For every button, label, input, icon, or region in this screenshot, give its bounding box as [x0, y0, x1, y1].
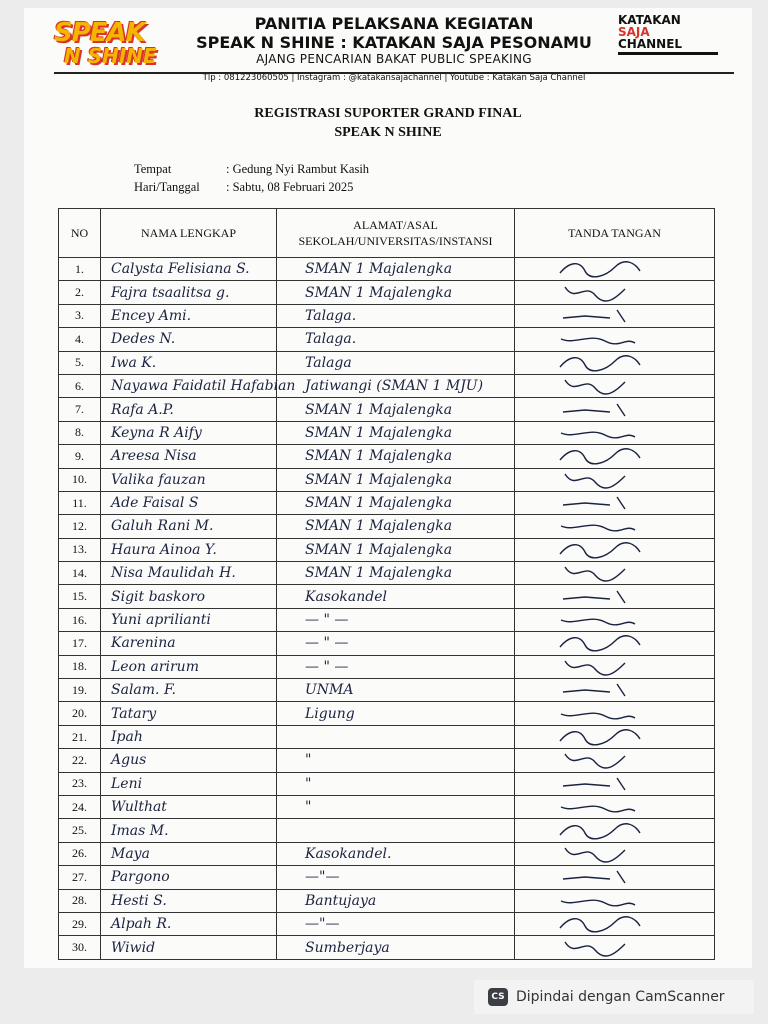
institution: Kasokandel.: [277, 842, 515, 865]
full-name: Imas M.: [101, 819, 277, 842]
handwritten-signature: [555, 587, 645, 607]
institution: ": [277, 749, 515, 772]
row-number: 21.: [59, 725, 101, 748]
signature-cell: [515, 866, 715, 889]
table-row: [59, 936, 715, 959]
committee-title: PANITIA PELAKSANA KEGIATAN: [254, 14, 534, 33]
handwritten-signature: [555, 563, 645, 583]
handwritten-signature: [555, 821, 645, 841]
full-name: Wiwid: [101, 936, 277, 959]
institution: SMAN 1 Majalengka: [277, 258, 515, 281]
handwritten-signature: [555, 423, 645, 443]
channel-logo-line3: CHANNEL: [618, 37, 683, 51]
row-number: 25.: [59, 819, 101, 842]
row-number: 19.: [59, 679, 101, 702]
signature-cell: [515, 889, 715, 912]
full-name: Sigit baskoro: [101, 585, 277, 608]
signature-cell: [515, 258, 715, 281]
table-row: [59, 562, 715, 585]
handwritten-signature: [555, 891, 645, 911]
handwritten-signature: [555, 283, 645, 303]
row-number: 10.: [59, 468, 101, 491]
signature-cell: [515, 749, 715, 772]
institution: SMAN 1 Majalengka: [277, 491, 515, 514]
header-address-line1: ALAMAT/ASAL: [353, 218, 438, 232]
handwritten-signature: [555, 938, 645, 958]
row-number: 27.: [59, 866, 101, 889]
speak-n-shine-logo: [54, 20, 172, 74]
table-row: [59, 491, 715, 514]
institution: ": [277, 772, 515, 795]
full-name: Nayawa Faidatil Hafabian: [101, 374, 277, 397]
handwritten-signature: [555, 704, 645, 724]
handwritten-signature: [555, 329, 645, 349]
table-row: [59, 351, 715, 374]
handwritten-signature: [555, 633, 645, 653]
table-row: [59, 585, 715, 608]
signature-cell: [515, 538, 715, 561]
row-number: 23.: [59, 772, 101, 795]
full-name: Ade Faisal S: [101, 491, 277, 514]
signature-cell: [515, 725, 715, 748]
signature-cell: [515, 702, 715, 725]
table-row: [59, 608, 715, 631]
institution: — " —: [277, 608, 515, 631]
table-row: [59, 725, 715, 748]
table-row: [59, 772, 715, 795]
signature-cell: [515, 819, 715, 842]
table-row: [59, 679, 715, 702]
handwritten-signature: [555, 470, 645, 490]
row-number: 3.: [59, 304, 101, 327]
row-number: 6.: [59, 374, 101, 397]
institution: SMAN 1 Majalengka: [277, 515, 515, 538]
institution: SMAN 1 Majalengka: [277, 281, 515, 304]
table-row: [59, 819, 715, 842]
signature-cell: [515, 842, 715, 865]
handwritten-signature: [555, 400, 645, 420]
institution: ": [277, 795, 515, 818]
date-value: : Sabtu, 08 Februari 2025: [226, 180, 354, 194]
table-row: [59, 398, 715, 421]
full-name: Pargono: [101, 866, 277, 889]
katakan-saja-channel-logo: [618, 14, 718, 55]
row-number: 4.: [59, 328, 101, 351]
header-signature: TANDA TANGAN: [515, 209, 715, 258]
institution: SMAN 1 Majalengka: [277, 421, 515, 444]
institution: Talaga: [277, 351, 515, 374]
handwritten-signature: [555, 353, 645, 373]
full-name: Leon arirum: [101, 655, 277, 678]
signature-cell: [515, 445, 715, 468]
institution: SMAN 1 Majalengka: [277, 562, 515, 585]
signature-cell: [515, 912, 715, 935]
letterhead-divider: [54, 72, 734, 74]
full-name: Calysta Felisiana S.: [101, 258, 277, 281]
table-row: [59, 538, 715, 561]
institution: Bantujaya: [277, 889, 515, 912]
institution: Kasokandel: [277, 585, 515, 608]
row-number: 29.: [59, 912, 101, 935]
table-row: [59, 866, 715, 889]
signature-cell: [515, 655, 715, 678]
institution: Talaga.: [277, 328, 515, 351]
row-number: 5.: [59, 351, 101, 374]
full-name: Haura Ainoa Y.: [101, 538, 277, 561]
handwritten-signature: [555, 797, 645, 817]
table-row: [59, 374, 715, 397]
row-number: 1.: [59, 258, 101, 281]
full-name: Hesti S.: [101, 889, 277, 912]
full-name: Areesa Nisa: [101, 445, 277, 468]
table-row: [59, 889, 715, 912]
table-row: [59, 304, 715, 327]
row-number: 22.: [59, 749, 101, 772]
institution: Talaga.: [277, 304, 515, 327]
table-row: [59, 281, 715, 304]
registration-table: [58, 208, 715, 960]
table-row: [59, 749, 715, 772]
signature-cell: [515, 491, 715, 514]
handwritten-signature: [555, 750, 645, 770]
row-number: 13.: [59, 538, 101, 561]
handwritten-signature: [555, 493, 645, 513]
contact-line: Tlp : 081223060505 | Instagram : @katakansajachannel | Youtube : Katakan Saja Channel: [202, 73, 586, 83]
scanned-document: [24, 8, 752, 968]
document-title: [24, 104, 752, 142]
full-name: Agus: [101, 749, 277, 772]
table-row: [59, 702, 715, 725]
row-number: 24.: [59, 795, 101, 818]
handwritten-signature: [555, 516, 645, 536]
place-value: : Gedung Nyi Rambut Kasih: [226, 162, 370, 176]
full-name: Encey Ami.: [101, 304, 277, 327]
institution: — " —: [277, 632, 515, 655]
signature-cell: [515, 632, 715, 655]
row-number: 26.: [59, 842, 101, 865]
date-label: Hari/Tanggal: [134, 180, 200, 194]
table-row: [59, 258, 715, 281]
signature-cell: [515, 936, 715, 959]
handwritten-signature: [555, 540, 645, 560]
row-number: 15.: [59, 585, 101, 608]
institution: SMAN 1 Majalengka: [277, 468, 515, 491]
row-number: 30.: [59, 936, 101, 959]
handwritten-signature: [555, 306, 645, 326]
table-row: [59, 445, 715, 468]
row-number: 20.: [59, 702, 101, 725]
handwritten-signature: [555, 727, 645, 747]
handwritten-signature: [555, 376, 645, 396]
institution: Ligung: [277, 702, 515, 725]
institution: Sumberjaya: [277, 936, 515, 959]
signature-cell: [515, 795, 715, 818]
institution: [277, 819, 515, 842]
row-number: 11.: [59, 491, 101, 514]
table-row: [59, 912, 715, 935]
signature-cell: [515, 281, 715, 304]
handwritten-signature: [555, 610, 645, 630]
institution: SMAN 1 Majalengka: [277, 538, 515, 561]
signature-cell: [515, 468, 715, 491]
full-name: Alpah R.: [101, 912, 277, 935]
institution: —"—: [277, 912, 515, 935]
signature-cell: [515, 608, 715, 631]
table-row: [59, 515, 715, 538]
signature-cell: [515, 679, 715, 702]
table-row: [59, 795, 715, 818]
full-name: Fajra tsaalitsa g.: [101, 281, 277, 304]
signature-cell: [515, 351, 715, 374]
logo-text-line2: N SHINE: [64, 44, 157, 68]
camscanner-badge: [474, 980, 754, 1014]
full-name: Wulthat: [101, 795, 277, 818]
event-title: SPEAK N SHINE : KATAKAN SAJA PESONAMU: [196, 33, 592, 52]
institution: [277, 725, 515, 748]
full-name: Leni: [101, 772, 277, 795]
handwritten-signature: [555, 259, 645, 279]
handwritten-signature: [555, 867, 645, 887]
signature-cell: [515, 562, 715, 585]
logo-text-line1: SPEAK: [54, 18, 145, 48]
institution: —"—: [277, 866, 515, 889]
signature-cell: [515, 515, 715, 538]
place-label: Tempat: [134, 162, 172, 176]
handwritten-signature: [555, 844, 645, 864]
institution: Jatiwangi (SMAN 1 MJU): [277, 374, 515, 397]
table-row: [59, 421, 715, 444]
full-name: Dedes N.: [101, 328, 277, 351]
header-address: [277, 209, 515, 258]
full-name: Karenina: [101, 632, 277, 655]
institution: SMAN 1 Majalengka: [277, 445, 515, 468]
handwritten-signature: [555, 680, 645, 700]
signature-cell: [515, 328, 715, 351]
full-name: Keyna R Aify: [101, 421, 277, 444]
full-name: Maya: [101, 842, 277, 865]
row-number: 17.: [59, 632, 101, 655]
channel-logo-line1: KATAKAN: [618, 13, 681, 27]
table-body: [59, 258, 715, 960]
camscanner-text: Dipindai dengan CamScanner: [516, 989, 725, 1005]
row-number: 2.: [59, 281, 101, 304]
full-name: Galuh Rani M.: [101, 515, 277, 538]
institution: — " —: [277, 655, 515, 678]
header-name: NAMA LENGKAP: [101, 209, 277, 258]
signature-cell: [515, 421, 715, 444]
title-line1: REGISTRASI SUPORTER GRAND FINAL: [254, 106, 522, 121]
full-name: Yuni aprilianti: [101, 608, 277, 631]
full-name: Iwa K.: [101, 351, 277, 374]
institution: UNMA: [277, 679, 515, 702]
signature-cell: [515, 772, 715, 795]
signature-cell: [515, 374, 715, 397]
table-header-row: [59, 209, 715, 258]
event-details: [134, 160, 369, 196]
handwritten-signature: [555, 914, 645, 934]
table-row: [59, 328, 715, 351]
handwritten-signature: [555, 657, 645, 677]
row-number: 18.: [59, 655, 101, 678]
signature-cell: [515, 304, 715, 327]
letterhead: [174, 14, 614, 85]
table-row: [59, 655, 715, 678]
table-row: [59, 842, 715, 865]
full-name: Rafa A.P.: [101, 398, 277, 421]
header-address-line2: SEKOLAH/UNIVERSITAS/INSTANSI: [298, 234, 493, 248]
full-name: Salam. F.: [101, 679, 277, 702]
full-name: Nisa Maulidah H.: [101, 562, 277, 585]
title-line2: SPEAK N SHINE: [334, 125, 442, 140]
full-name: Valika fauzan: [101, 468, 277, 491]
row-number: 8.: [59, 421, 101, 444]
row-number: 14.: [59, 562, 101, 585]
full-name: Ipah: [101, 725, 277, 748]
event-subtitle: AJANG PENCARIAN BAKAT PUBLIC SPEAKING: [256, 52, 532, 66]
row-number: 12.: [59, 515, 101, 538]
institution: SMAN 1 Majalengka: [277, 398, 515, 421]
row-number: 9.: [59, 445, 101, 468]
table-row: [59, 632, 715, 655]
table-row: [59, 468, 715, 491]
row-number: 28.: [59, 889, 101, 912]
header-no: NO: [59, 209, 101, 258]
full-name: Tatary: [101, 702, 277, 725]
row-number: 7.: [59, 398, 101, 421]
channel-logo-line2: SAJA: [618, 25, 650, 39]
camscanner-icon: CS: [488, 988, 508, 1006]
signature-cell: [515, 585, 715, 608]
row-number: 16.: [59, 608, 101, 631]
handwritten-signature: [555, 446, 645, 466]
handwritten-signature: [555, 774, 645, 794]
signature-cell: [515, 398, 715, 421]
